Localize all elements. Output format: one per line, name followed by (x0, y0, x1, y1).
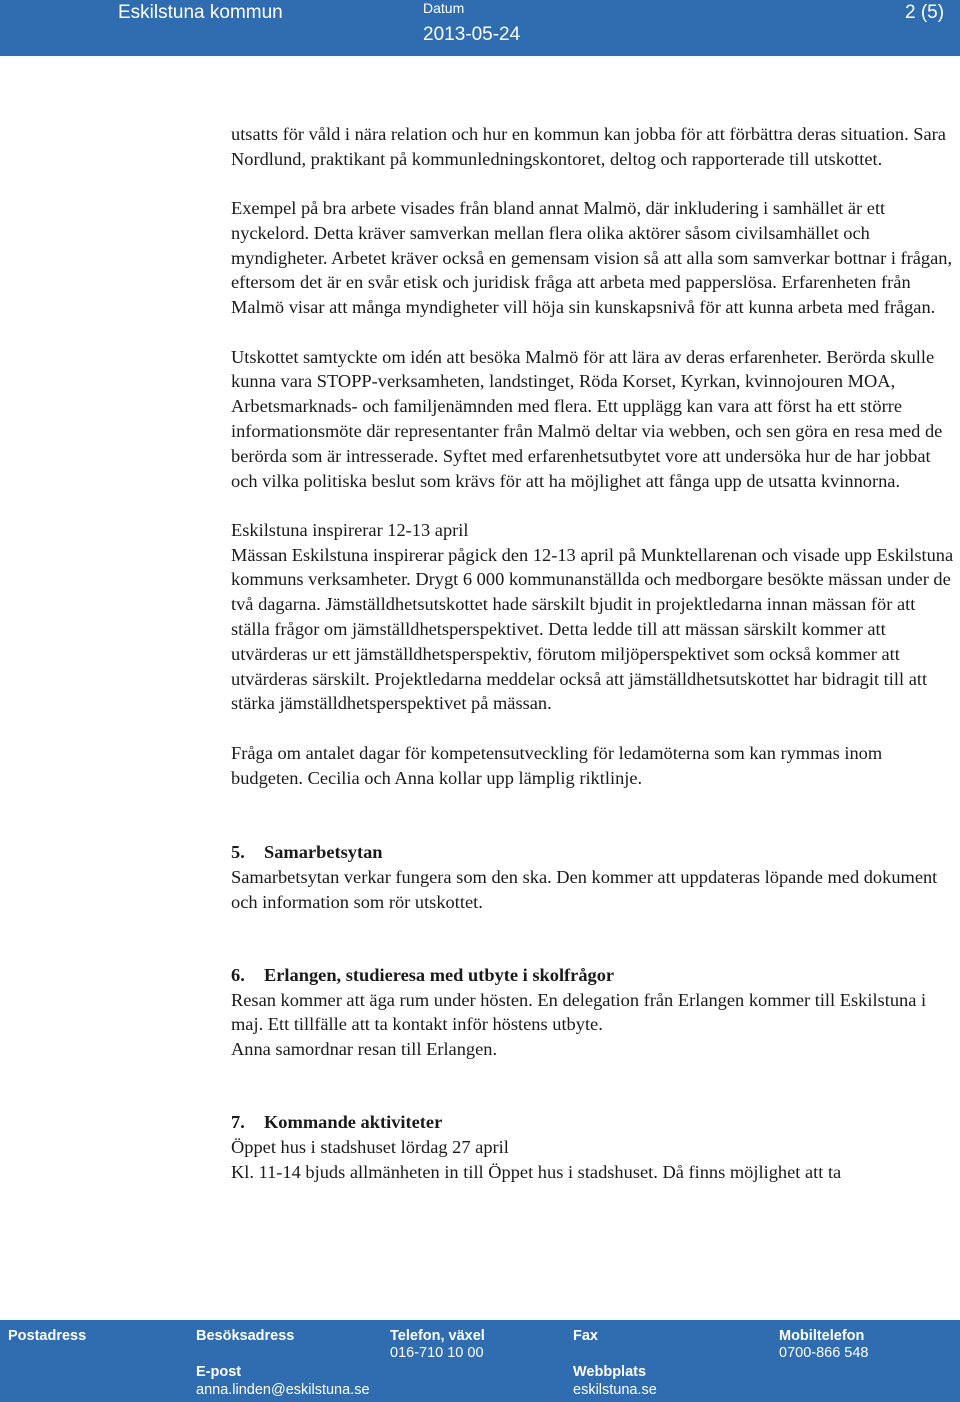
paragraph-group (231, 518, 956, 716)
webbplats-value[interactable]: eskilstuna.se (573, 1382, 657, 1398)
paragraph-title: Eskilstuna inspirerar 12-13 april (231, 519, 469, 540)
section-title: Erlangen, studieresa med utbyte i skolfrågor (264, 964, 615, 985)
section-number: 6. (231, 964, 245, 985)
section-text: Anna samordnar resan till Erlangen. (231, 1039, 498, 1060)
epost-value[interactable]: anna.linden@eskilstuna.se (196, 1382, 370, 1398)
section-number: 7. (231, 1111, 245, 1132)
section-text: Kl. 11-14 bjuds allmänheten in till Öppet hus i stadshuset. Då finns möjlighet att ta (231, 1161, 842, 1182)
date-label: Datum (423, 0, 465, 16)
section-heading (231, 963, 956, 988)
page-number: 2 (5) (905, 2, 945, 23)
webbplats-label: Webbplats (573, 1364, 647, 1380)
section-7 (231, 1110, 956, 1184)
paragraph: Utskottet samtyckte om idén att besöka Malmö för att lära av deras erfarenheter. Berörda skulle kunna vara STOPP-verksamheten, landstinget, Röda Korset, Kyrkan, kvinnojouren MOA, Arbetsmarknads- och familjenämnden med flera. Ett upplägg kan vara att först ha ett större informationsmöte där representanter från Malmö deltar via webben, och sen göra en resa med de berörda som är intresserade. Syftet med erfarenhetsutbytet vore att undersöka hur de har jobbat och vilka politiska beslut som krävs för att ha möjlighet att fånga upp de utsatta kvinnorna. (231, 346, 943, 491)
section-5 (231, 840, 956, 914)
paragraph: Fråga om antalet dagar för kompetensutveckling för ledamöterna som kan rymmas inom budgeten. Cecilia och Anna kollar upp lämplig riktlinje. (231, 742, 883, 788)
organization-name: Eskilstuna kommun (118, 2, 283, 23)
fax-label: Fax (573, 1328, 598, 1344)
paragraph: Exempel på bra arbete visades från bland annat Malmö, där inkludering i samhället är ett nyckelord. Detta kräver samverkan mellan flera olika aktörer såsom civilsamhället och myndigheter. Arbetet kräver också en gemensam vision så att alla som samverkar bottnar i frågan, eftersom det är en svår etisk och juridisk fråga att arbeta med papperslösa. Erfarenheten från Malmö visar att många myndigheter vill höja sin kunskapsnivå för att kunna arbeta med frågan. (231, 198, 953, 318)
epost-label: E-post (196, 1364, 242, 1380)
mobil-label: Mobiltelefon (779, 1328, 865, 1344)
postadress-label: Postadress (8, 1328, 87, 1344)
paragraph: Mässan Eskilstuna inspirerar pågick den 12-13 april på Munktellarenan och visade upp Eskilstuna kommuns verksamheter. Drygt 6 000 kommunanställda och medborgare besökte mässan under de två dagarna. Jämställdhetsutskottet hade särskilt bjudit in projektledarna innan mässan för att ställa frågor om jämställdhetsperspektivet. Detta ledde till att mässan särskilt kommer att utvärderas ur ett jämställdhetsperspektiv, förutom miljöperspektivet som också kommer att utvärderas särskilt. Projektledarna meddelar också att jämställdhetsutskottet har bidragit till att stärka jämställdhetsperspektivet på mässan. (231, 544, 954, 714)
section-text: Öppet hus i stadshuset lördag 27 april (231, 1136, 509, 1157)
document-date: 2013-05-24 (423, 24, 521, 45)
section-text: Samarbetsytan verkar fungera som den ska. Den kommer att uppdateras löpande med dokument och information som rör utskottet. (231, 867, 938, 912)
page-footer (0, 1320, 960, 1402)
section-number: 5. (231, 842, 245, 863)
section-text: Resan kommer att äga rum under hösten. En delegation från Erlangen kommer till Eskilstuna i maj. Ett tillfälle att ta kontakt inför höstens utbyte. (231, 989, 927, 1035)
section-heading (231, 840, 956, 865)
besoksadress-label: Besöksadress (196, 1328, 295, 1344)
section-title: Samarbetsytan (264, 842, 383, 863)
telefon-label: Telefon, växel (390, 1328, 485, 1344)
section-6 (231, 963, 956, 1062)
document-body (231, 122, 956, 1184)
section-title: Kommande aktiviteter (264, 1111, 443, 1132)
page-header (0, 0, 960, 56)
section-heading (231, 1110, 956, 1135)
paragraph: utsatts för våld i nära relation och hur en kommun kan jobba för att förbättra deras situation. Sara Nordlund, praktikant på kommunledningskontoret, deltog och rapporterade till utskottet. (231, 124, 946, 169)
mobil-value: 0700-866 548 (779, 1345, 869, 1361)
telefon-value: 016-710 10 00 (390, 1345, 484, 1361)
